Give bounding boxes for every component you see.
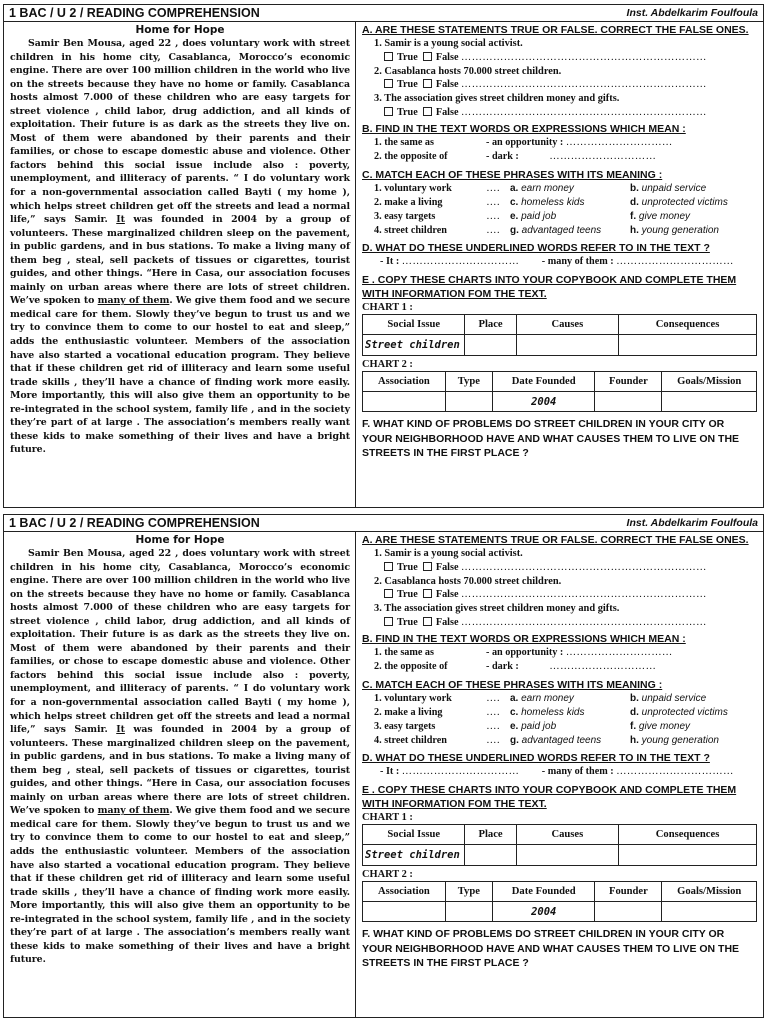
meaning-letter: g. [510, 734, 519, 746]
chart-1-cell[interactable] [465, 335, 516, 356]
phrase-4: 4. street children [374, 734, 447, 746]
chart-1-social-issue-cell[interactable]: Street children [363, 845, 465, 866]
section-d-row [380, 765, 757, 780]
answer-dots[interactable]: ………………………… [565, 136, 673, 148]
phrase-1: 1. voluntary work [374, 182, 452, 194]
worksheet-copy-1 [3, 4, 764, 508]
true-label: True [397, 589, 418, 600]
exercises-column [356, 532, 763, 1018]
chart-1-header: Consequences [619, 825, 757, 845]
section-e-heading: E . COPY THESE CHARTS INTO YOUR COPYBOOK AND COMPLETE THEM WITH INFORMATION FOM THE TEXT. [362, 784, 737, 810]
instructor-name: Inst. Abdelkarim Foulfoula [626, 7, 758, 19]
passage-part-3: . We give them food and we secure medical care for them. Slowly they’ve begun to trust us and we try to convince them to come to our hostel to eat and sleep,” adds the enthusiastic volunteer. Members of the association have also started a vocational education program. They believe that if these children get rid of illiteracy and learn some useful trade skills , they’ll have a chance of finding work more easily. More importantly, this will also give them an opportunity to be re-integrated in the school system, family life , and in the society they’re part of at large . The association’s members really want these kids to make something of their lives and have a bright future. [10, 805, 351, 966]
chart-2-header: Association [363, 372, 446, 392]
worksheet-header [4, 515, 763, 532]
false-label: False [435, 616, 459, 628]
chart-2-cell[interactable] [662, 902, 757, 922]
passage-text [10, 547, 350, 967]
b-left-1: 1. the same as [374, 646, 434, 658]
section-e-heading: E . COPY THESE CHARTS INTO YOUR COPYBOOK AND COMPLETE THEM WITH INFORMATION FOM THE TEXT. [362, 274, 737, 300]
chart-1-header: Place [465, 825, 516, 845]
section-f-question: F. WHAT KIND OF PROBLEMS DO STREET CHILDREN IN YOUR CITY OR YOUR NEIGHBORHOOD HAVE AND WHAT CAUSES THEM TO LIVE ON THE STREETS IN THE FIRST PLACE ? [362, 418, 740, 459]
answer-dots[interactable]: …………………………………………………………… [461, 51, 707, 63]
meaning-g: advantaged teens [521, 734, 602, 746]
statement-3: 3. The association gives street children money and gifts. [374, 93, 620, 104]
meaning-c: homeless kids [521, 706, 585, 718]
match-row [374, 734, 757, 748]
true-checkbox[interactable] [384, 79, 393, 88]
meaning-letter: e. [510, 720, 519, 732]
phrase-3: 3. easy targets [374, 720, 436, 732]
meaning-e: paid job [521, 210, 557, 222]
phrase-1: 1. voluntary work [374, 692, 452, 704]
false-checkbox[interactable] [423, 562, 432, 571]
match-row [374, 720, 757, 734]
exercises-column [356, 22, 763, 508]
false-checkbox[interactable] [423, 589, 432, 598]
statement-2: 2. Casablanca hosts 70.000 street children. [374, 575, 562, 587]
meaning-letter: a. [510, 692, 519, 704]
answer-dots[interactable]: …………………………………………………………… [461, 616, 707, 628]
meaning-letter: c. [510, 196, 519, 208]
meaning-letter: e. [510, 210, 519, 222]
section-c-heading: C. MATCH EACH OF THESE PHRASES WITH ITS MEANING : [362, 168, 663, 181]
phrase-2: 2. make a living [374, 706, 443, 718]
true-false-row [384, 616, 757, 630]
d-it-label: - It : [380, 255, 400, 267]
meaning-f: give money [638, 210, 691, 222]
match-row [374, 210, 757, 224]
false-label: False [435, 79, 459, 90]
meaning-h: young generation [641, 734, 719, 746]
chart-2-label: CHART 2 : [362, 359, 413, 370]
passage-title: Home for Hope [135, 24, 225, 36]
answer-dots[interactable]: …. [486, 706, 500, 718]
chart-1-label: CHART 1 : [362, 812, 413, 823]
chart-2-header: Date Founded [493, 372, 595, 392]
true-checkbox[interactable] [384, 107, 393, 116]
instructor-name: Inst. Abdelkarim Foulfoula [626, 517, 758, 529]
meaning-b: unpaid service [641, 182, 707, 194]
true-checkbox[interactable] [384, 617, 393, 626]
answer-dots[interactable]: …………………………………………………………… [461, 561, 707, 573]
false-checkbox[interactable] [423, 617, 432, 626]
true-checkbox[interactable] [384, 562, 393, 571]
statement-3: 3. The association gives street children money and gifts. [374, 603, 620, 614]
answer-dots[interactable]: ………………………… [565, 646, 673, 658]
d-many-label: - many of them : [541, 255, 614, 267]
match-row [374, 706, 757, 720]
answer-dots[interactable]: …. [486, 182, 500, 194]
b-left-1: 1. the same as [374, 136, 434, 148]
statement-2: 2. Casablanca hosts 70.000 street children. [374, 65, 562, 77]
section-a-item-3 [362, 602, 757, 630]
section-a-item-2 [362, 65, 757, 93]
meaning-letter: c. [510, 706, 519, 718]
meaning-letter: b. [630, 182, 639, 194]
chart-2-header: Goals/Mission [662, 372, 757, 392]
b-right-1: - an opportunity : [486, 136, 564, 148]
meaning-e: paid job [521, 720, 557, 732]
false-label: False [435, 561, 459, 573]
false-checkbox[interactable] [423, 79, 432, 88]
true-false-row [384, 561, 757, 575]
false-label: False [435, 106, 459, 118]
chart-1-header: Social Issue [363, 315, 465, 335]
section-b-row-1 [374, 136, 757, 151]
chart-2-header: Founder [595, 882, 662, 902]
match-row [374, 224, 757, 238]
answer-dots[interactable]: …. [486, 210, 500, 222]
chart-2-date-cell[interactable]: 2004 [493, 902, 595, 922]
meaning-f: give money [638, 720, 691, 732]
worksheet-title: 1 BAC / U 2 / READING COMPREHENSION [9, 516, 260, 530]
chart-1-table [362, 824, 757, 866]
meaning-h: young generation [641, 224, 719, 236]
true-checkbox[interactable] [384, 52, 393, 61]
answer-dots[interactable]: …. [486, 734, 500, 746]
worksheet-header [4, 5, 763, 22]
statement-1: 1. Samir is a young social activist. [374, 38, 523, 49]
meaning-d: unprotected victims [641, 706, 728, 718]
section-d-heading: D. WHAT DO THESE UNDERLINED WORDS REFER TO IN THE TEXT ? [362, 751, 710, 764]
true-label: True [397, 51, 418, 63]
b-right-2: - dark : [486, 661, 519, 672]
section-c-heading: C. MATCH EACH OF THESE PHRASES WITH ITS MEANING : [362, 678, 663, 691]
true-label: True [397, 106, 418, 118]
chart-1-social-issue-cell[interactable]: Street children [363, 335, 465, 356]
true-label: True [397, 79, 418, 90]
answer-dots[interactable]: …. [486, 692, 500, 704]
meaning-b: unpaid service [641, 692, 707, 704]
meaning-letter: f. [630, 210, 637, 222]
chart-2-header: Date Founded [493, 882, 595, 902]
answer-dots[interactable]: …………………………………………………………… [461, 106, 707, 118]
meaning-g: advantaged teens [521, 224, 602, 236]
passage-part-1: Samir Ben Mousa, aged 22 , does voluntary work with street children in his home city, Casablanca, Morocco’s economic engine. There are over 100 million children in the world who live on the streets because they have no home or family. Casablanca hosts almost 7.000 of these children who are easy targets for street violence , child labor, drug addiction, and all kinds of exploitation. Their future is as dark as the streets they live on. Most of them were abandoned by their parents and their families, or chose to escape domestic abuse and violence. Other factors behind this social issue include also : poverty, unemployment, and illiteracy of parents. “ I do voluntary work for a non-governmental association called Bayti ( my home ), which helps street children get off the streets and lead a normal life,” says Samir. [10, 548, 350, 736]
false-label: False [435, 589, 459, 600]
statement-1: 1. Samir is a young social activist. [374, 548, 523, 559]
answer-dots[interactable]: …………………………………………………………… [461, 589, 707, 600]
section-a-item-2 [362, 575, 757, 603]
section-a-heading: A. ARE THESE STATEMENTS TRUE OR FALSE. CORRECT THE FALSE ONES. [362, 534, 749, 546]
meaning-a: earn money [521, 182, 574, 194]
chart-1-cell[interactable] [516, 845, 618, 866]
worksheet-copy-2 [3, 514, 764, 1018]
underlined-it: It [116, 724, 125, 736]
chart-2-header: Type [445, 372, 492, 392]
chart-2-header: Founder [595, 372, 662, 392]
section-a-item-1 [362, 547, 757, 575]
chart-2-cell[interactable] [595, 392, 662, 412]
chart-2-cell[interactable] [363, 902, 446, 922]
chart-1-cell[interactable] [465, 845, 516, 866]
chart-2-cell[interactable] [363, 392, 446, 412]
section-b-heading: B. FIND IN THE TEXT WORDS OR EXPRESSIONS WHICH MEAN : [362, 632, 686, 645]
passage-part-2: was founded in 2004 by a group of volunteers. These marginalized children sleep on the pavement, in public gardens, and in bus stations. To make a living many of them beg , steal, sell packets of tissues or cigarettes, tourist guides, and other things. “Here in Casa, our association focuses mainly on urban areas where there are lots of street children. We’ve spoken to [10, 724, 350, 817]
chart-1-table [362, 314, 757, 356]
true-false-row [384, 106, 757, 120]
reading-passage-column [4, 532, 356, 1018]
section-b-heading: B. FIND IN THE TEXT WORDS OR EXPRESSIONS WHICH MEAN : [362, 122, 686, 135]
section-a-item-1 [362, 37, 757, 65]
section-b-row-2 [374, 150, 757, 165]
false-checkbox[interactable] [423, 52, 432, 61]
phrase-4: 4. street children [374, 224, 447, 236]
section-d-row [380, 255, 757, 270]
meaning-letter: g. [510, 224, 519, 236]
chart-2-table [362, 881, 757, 922]
meaning-letter: h. [630, 224, 639, 236]
chart-2-header: Type [445, 882, 492, 902]
answer-dots[interactable]: …………………………………………………………… [461, 79, 707, 90]
d-many-label: - many of them : [541, 765, 614, 777]
chart-2-cell[interactable] [445, 392, 492, 412]
meaning-letter: d. [630, 196, 639, 208]
reading-passage-column [4, 22, 356, 508]
chart-1-header: Causes [516, 315, 618, 335]
chart-2-table [362, 371, 757, 412]
match-row [374, 182, 757, 196]
chart-2-cell[interactable] [595, 902, 662, 922]
chart-1-cell[interactable] [619, 335, 757, 356]
false-checkbox[interactable] [423, 107, 432, 116]
chart-2-header: Association [363, 882, 446, 902]
b-left-2: 2. the opposite of [374, 151, 448, 162]
passage-part-1: Samir Ben Mousa, aged 22 , does voluntary work with street children in his home city, Casablanca, Morocco’s economic engine. There are over 100 million children in the world who live on the streets because they have no home or family. Casablanca hosts almost 7.000 of these children who are easy targets for street violence , child labor, drug addiction, and all kinds of exploitation. Their future is as dark as the streets they live on. Most of them were abandoned by their parents and their families, or chose to escape domestic abuse and violence. Other factors behind this social issue include also : poverty, unemployment, and illiteracy of parents. “ I do voluntary work for a non-governmental association called Bayti ( my home ), which helps street children get off the streets and lead a normal life,” says Samir. [10, 38, 350, 226]
meaning-letter: f. [630, 720, 637, 732]
underlined-it: It [116, 214, 125, 226]
chart-2-label: CHART 2 : [362, 869, 413, 880]
answer-dots[interactable]: ………………………… [549, 151, 657, 162]
underlined-many-of-them: many of them [97, 805, 170, 817]
d-it-label: - It : [380, 765, 400, 777]
b-right-2: - dark : [486, 151, 519, 162]
chart-1-header: Causes [516, 825, 618, 845]
true-label: True [397, 616, 418, 628]
true-false-row [384, 78, 757, 92]
passage-text [10, 37, 350, 457]
meaning-letter: a. [510, 182, 519, 194]
passage-title: Home for Hope [135, 534, 225, 546]
answer-dots[interactable]: ………………………… [549, 661, 657, 672]
section-b-row-1 [374, 646, 757, 661]
answer-dots[interactable]: …. [486, 224, 500, 236]
answer-dots[interactable]: …. [486, 196, 500, 208]
meaning-letter: d. [630, 706, 639, 718]
false-label: False [435, 51, 459, 63]
b-right-1: - an opportunity : [486, 646, 564, 658]
b-left-2: 2. the opposite of [374, 661, 448, 672]
underlined-many-of-them: many of them [97, 295, 170, 307]
true-false-row [384, 51, 757, 65]
true-false-row [384, 588, 757, 602]
chart-2-cell[interactable] [445, 902, 492, 922]
chart-1-cell[interactable] [619, 845, 757, 866]
answer-dots[interactable]: …. [486, 720, 500, 732]
chart-2-header: Goals/Mission [662, 882, 757, 902]
meaning-a: earn money [521, 692, 574, 704]
match-row [374, 692, 757, 706]
answer-dots[interactable]: …………………………… [401, 765, 520, 777]
chart-1-header: Social Issue [363, 825, 465, 845]
answer-dots[interactable]: …………………………… [401, 255, 520, 267]
chart-1-cell[interactable] [516, 335, 618, 356]
chart-2-cell[interactable] [662, 392, 757, 412]
chart-1-header: Consequences [619, 315, 757, 335]
match-row [374, 196, 757, 210]
section-c-matching [374, 182, 757, 238]
meaning-letter: h. [630, 734, 639, 746]
section-a-item-3 [362, 92, 757, 120]
section-b-row-2 [374, 660, 757, 675]
phrase-2: 2. make a living [374, 196, 443, 208]
chart-2-date-cell[interactable]: 2004 [493, 392, 595, 412]
section-d-heading: D. WHAT DO THESE UNDERLINED WORDS REFER TO IN THE TEXT ? [362, 241, 710, 254]
meaning-d: unprotected victims [641, 196, 728, 208]
passage-part-3: . We give them food and we secure medical care for them. Slowly they’ve begun to trust us and we try to convince them to come to our hostel to eat and sleep,” adds the enthusiastic volunteer. Members of the association have also started a vocational education program. They believe that if these children get rid of illiteracy and learn some useful trade skills , they’ll have a chance of finding work more easily. More importantly, this will also give them an opportunity to be re-integrated in the school system, family life , and in the society they’re part of at large . The association’s members really want these kids to make something of their lives and have a bright future. [10, 295, 351, 456]
true-checkbox[interactable] [384, 589, 393, 598]
answer-dots[interactable]: …………………………… [616, 255, 734, 267]
meaning-letter: b. [630, 692, 639, 704]
phrase-3: 3. easy targets [374, 210, 436, 222]
answer-dots[interactable]: …………………………… [616, 765, 734, 777]
passage-part-2: was founded in 2004 by a group of volunteers. These marginalized children sleep on the pavement, in public gardens, and in bus stations. To make a living many of them beg , steal, sell packets of tissues or cigarettes, tourist guides, and other things. “Here in Casa, our association focuses mainly on urban areas where there are lots of street children. We’ve spoken to [10, 214, 350, 307]
section-c-matching [374, 692, 757, 748]
true-label: True [397, 561, 418, 573]
chart-1-label: CHART 1 : [362, 302, 413, 313]
meaning-c: homeless kids [521, 196, 585, 208]
worksheet-title: 1 BAC / U 2 / READING COMPREHENSION [9, 6, 260, 20]
section-f-question: F. WHAT KIND OF PROBLEMS DO STREET CHILDREN IN YOUR CITY OR YOUR NEIGHBORHOOD HAVE AND WHAT CAUSES THEM TO LIVE ON THE STREETS IN THE FIRST PLACE ? [362, 928, 740, 969]
section-a-heading: A. ARE THESE STATEMENTS TRUE OR FALSE. CORRECT THE FALSE ONES. [362, 24, 749, 36]
chart-1-header: Place [465, 315, 516, 335]
